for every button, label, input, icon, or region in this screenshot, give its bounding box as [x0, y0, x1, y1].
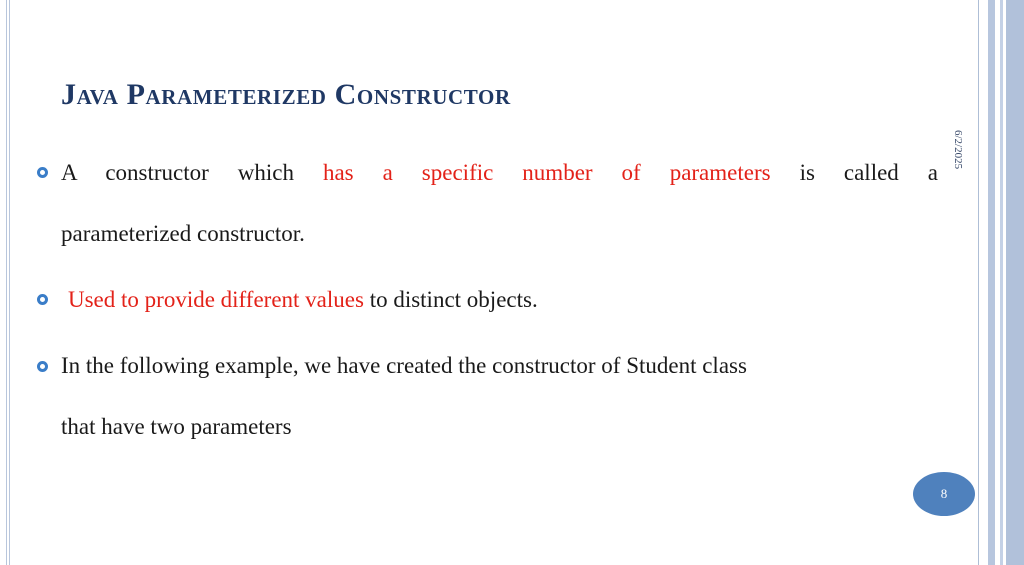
right-decorative-band	[976, 0, 1024, 565]
bullet-icon	[37, 294, 48, 305]
bullet-3-line-1: In the following example, we have created the constructor of Student class	[61, 353, 747, 378]
bullet-2-highlight: Used to provide different values	[68, 287, 364, 312]
bullet-2-text: to distinct objects.	[369, 287, 538, 312]
bullet-3-line-2: that have two parameters	[61, 414, 292, 439]
left-border-line	[9, 0, 10, 565]
slide-title: Java Parameterized Constructor	[61, 78, 511, 111]
bullet-icon	[37, 361, 48, 372]
left-border-line	[6, 0, 7, 565]
bullet-1-line-2: parameterized constructor.	[61, 221, 305, 246]
bullet-1-highlight: has a specific number of parameters	[322, 160, 771, 185]
bullet-icon	[37, 167, 48, 178]
bullet-1-text-end: is called a	[799, 160, 938, 185]
bullet-2-line	[68, 286, 538, 314]
page-number-badge: 8	[913, 472, 975, 516]
bullet-1-text: A constructor which	[61, 160, 294, 185]
slide-date: 6/2/2025	[952, 130, 964, 170]
bullet-1-line-1	[61, 159, 938, 187]
